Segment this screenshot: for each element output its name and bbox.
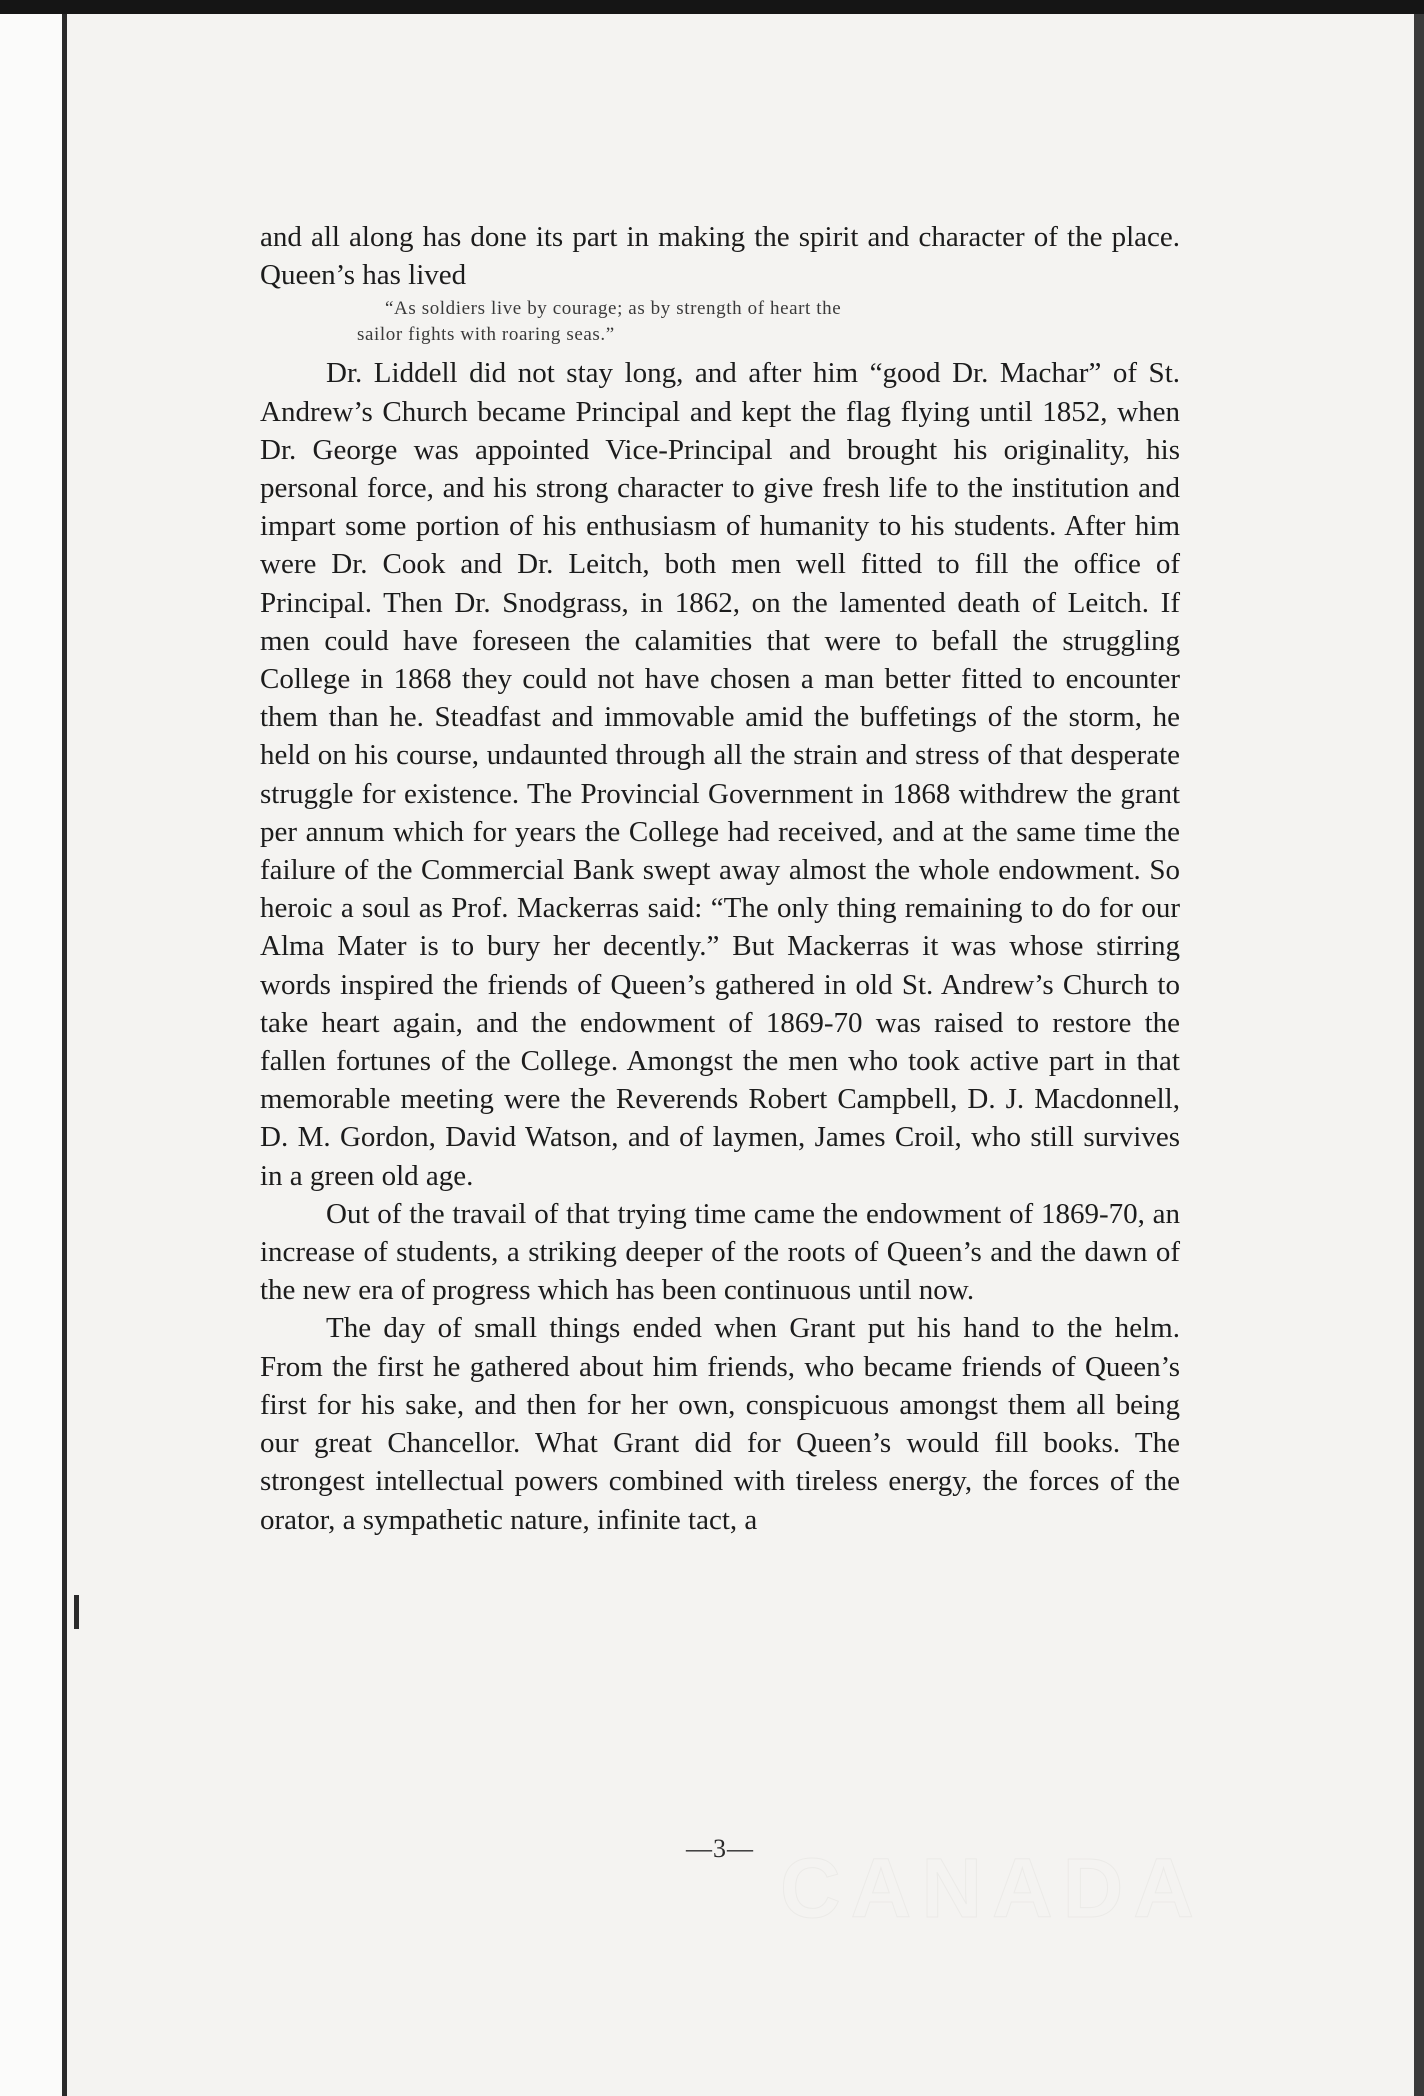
paragraph-liddell: Dr. Liddell did not stay long, and after him “good Dr. Machar” of St. Andrew’s Church became Principal and kept the flag flying until 1852, when Dr. George was appointed Vice-Principal and brought his originality, his personal force, and his strong character to give fresh life to the institution and impart some portion of his enthusiasm of humanity to his students. After him were Dr. Cook and Dr. Leitch, both men well fitted to fill the office of Principal. Then Dr. Snodgrass, in 1862, on the lamented death of Leitch. If men could have foreseen the calamities that were to befall the struggling College in 1868 they could not have chosen a man better fitted to encounter them than he. Steadfast and immovable amid the buffetings of the storm, he held on his course, undaunted through all the strain and stress of that desperate struggle for existence. The Provincial Government in 1868 withdrew the grant per annum which for years the College had received, and at the same time the failure of the Commercial Bank swept away almost the whole endowment. So heroic a soul as Prof. Mackerras said: “The only thing remaining to do for our Alma Mater is to bury her decently.” But Mackerras it was whose stirring words inspired the friends of Queen’s gathered in old St. Andrew’s Church to take heart again, and the endowment of 1869-70 was raised to restore the fallen fortunes of the College. Amongst the men who took active part in that memorable meeting were the Reverends Robert Campbell, D. J. Macdonnell, D. M. Gordon, David Watson, and of laymen, James Croil, who still survives in a green old age. (260, 357, 1180, 1192)
scan-right-border (1414, 14, 1424, 2096)
paragraph-opening: and all along has done its part in making the spirit and character of the place. Queen’s has lived (260, 221, 1180, 292)
page-number: —3— (686, 1834, 754, 1863)
paragraph-grant: The day of small things ended when Grant put his hand to the helm. From the first he gathered about him friends, who became friends of Queen’s first for his sake, and then for her own, conspicuous amongst them all being our great Chancellor. What Grant did for Queen’s would fill books. The strongest intellectual powers combined with tireless energy, the forces of the orator, a sympathetic nature, infinite tact, a (260, 1312, 1180, 1536)
page-content (260, 218, 1180, 1863)
verse-quote-line-1: “As soldiers live by courage; as by strength of heart the (385, 298, 842, 320)
scan-binding-mark (74, 1595, 79, 1629)
scan-left-margin (0, 14, 67, 2096)
verse-quote-line-2: sailor fights with roaring seas.” (357, 324, 615, 346)
scan-top-border (0, 0, 1424, 14)
library-watermark-stamp: CANADA (780, 1841, 1204, 1935)
verse-quote (260, 296, 1180, 348)
paragraph-travail: Out of the travail of that trying time came the endowment of 1869-70, an increase of students, a striking deeper of the roots of Queen’s and the dawn of the new era of progress which has been continuous until now. (260, 1197, 1180, 1307)
